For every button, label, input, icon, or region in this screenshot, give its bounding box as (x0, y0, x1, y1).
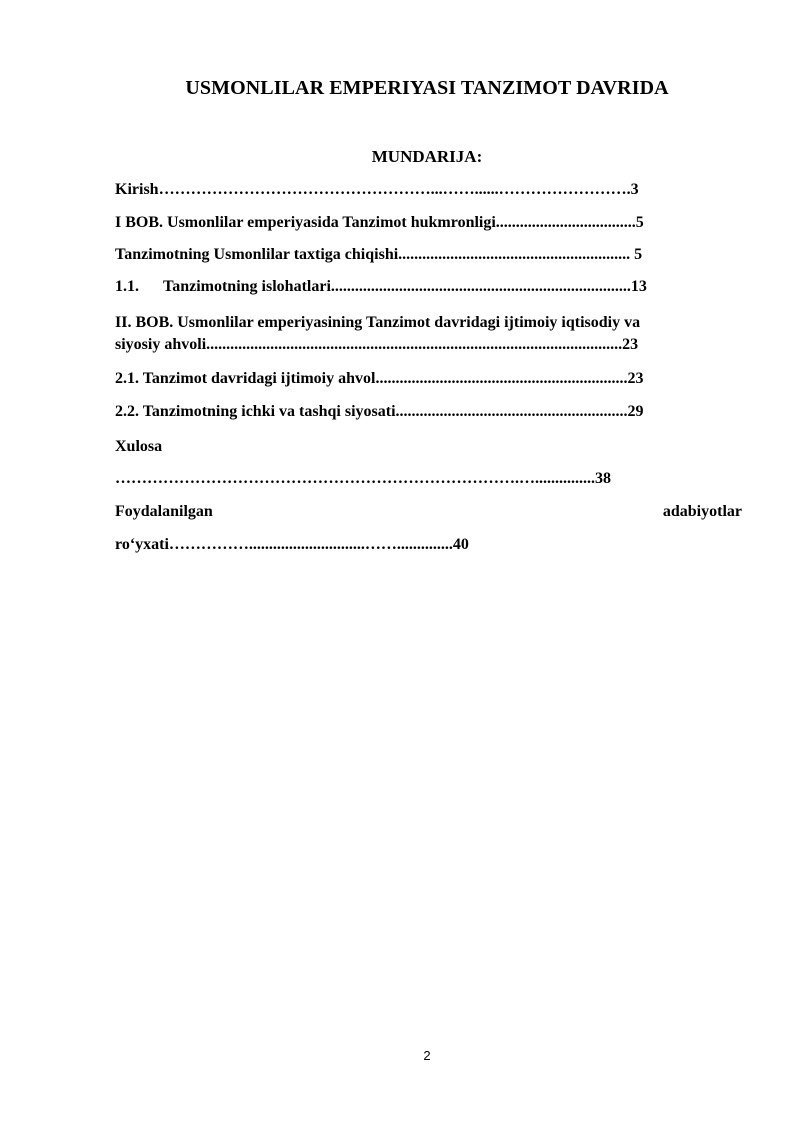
toc-entry-xulosa-leader[interactable]: ………………………………………………………………….…...............38 (115, 470, 611, 487)
toc-entry-2-2[interactable]: 2.2. Tanzimotning ichki va tashqi siyosati..........................................................29 (115, 403, 644, 420)
toc-entry-references[interactable] (115, 502, 742, 522)
toc-entry-1-1[interactable] (115, 277, 742, 297)
toc-entry-references-right: adabiyotlar (662, 503, 742, 520)
toc-entry-chapter-2[interactable]: II. BOB. Usmonlilar emperiyasining Tanzimot davridagi ijtimoiy iqtisodiy va (115, 314, 641, 331)
toc-entry-xulosa[interactable]: Xulosa (115, 438, 163, 455)
page-title: USMONLILAR EMPERIYASI TANZIMOT DAVRIDA (185, 77, 669, 99)
toc-entry-chapter-1[interactable]: I BOB. Usmonlilar emperiyasida Tanzimot hukmronligi...................................5 (115, 214, 644, 231)
toc-entry-kirish[interactable]: Kirish……………………………………………...……......…………………….3 (115, 181, 639, 198)
toc-entry-tanzimot-taxt[interactable]: Tanzimotning Usmonlilar taxtiga chiqishi.......................................................... 5 (115, 246, 643, 263)
toc-entry-references-left: Foydalanilgan (115, 503, 213, 520)
toc-entry-chapter-2-cont[interactable]: siyosiy ahvoli........................................................................................................23 (115, 336, 639, 353)
toc-entry-number: 1.1. (115, 278, 139, 295)
toc-entry-2-1[interactable]: 2.1. Tanzimot davridagi ijtimoiy ahvol...............................................................23 (115, 370, 644, 387)
toc-entry-references-cont[interactable]: ro‘yxati…………….............................……..............40 (115, 536, 469, 553)
toc-heading: MUNDARIJA: (371, 147, 483, 166)
toc-entry-label: Tanzimotning islohatlari...........................................................................13 (163, 278, 647, 295)
page-number: 2 (423, 1048, 431, 1063)
